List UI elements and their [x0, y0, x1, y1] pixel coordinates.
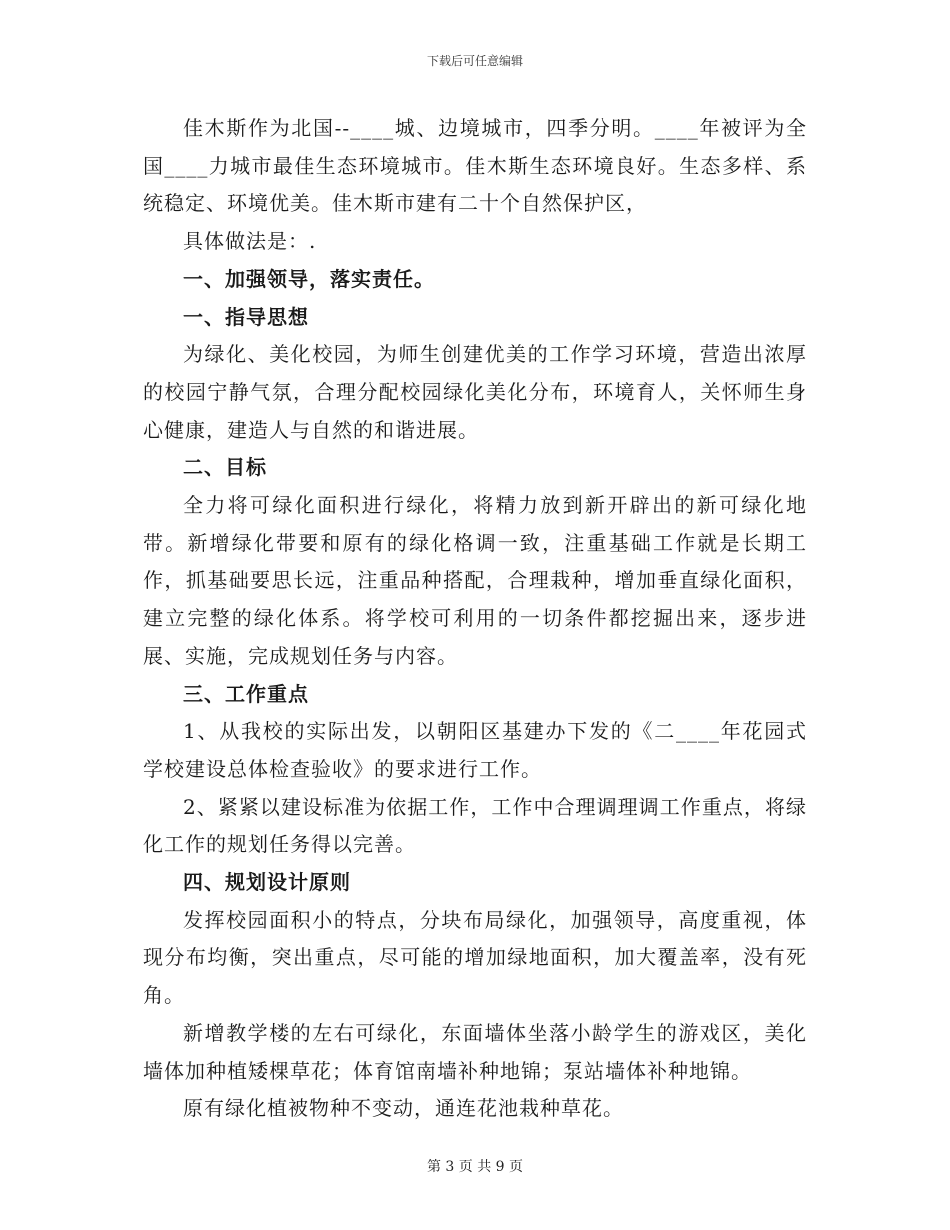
section-heading: 四、规划设计原则	[183, 870, 351, 895]
page-header: 下载后可任意编辑	[426, 54, 523, 68]
document-body	[143, 110, 807, 1128]
paragraph: 新增教学楼的左右可绿化，东面墙体坐落小龄学生的游戏区，美化墙体加种植矮棵草花；体育馆南墙补种地锦；泵站墙体补种地锦。	[143, 1020, 807, 1083]
paragraph: 为绿化、美化校园，为师生创建优美的工作学习环境，营造出浓厚的校园宁静气氛，合理分配校园绿化美化分布，环境育人，关怀师生身心健康，建造人与自然的和谐进展。	[143, 342, 807, 442]
paragraph: 全力将可绿化面积进行绿化，将精力放到新开辟出的新可绿化地带。新增绿化带要和原有的绿化格调一致，注重基础工作就是长期工作，抓基础要思长远，注重品种搭配，合理栽种，增加垂直绿化面积，建立完整的绿化体系。将学校可利用的一切条件都挖掘出来，逐步进展、实施，完成规划任务与内容。	[143, 493, 807, 668]
paragraph: 具体做法是：.	[183, 229, 317, 254]
paragraph: 发挥校园面积小的特点，分块布局绿化，加强领导，高度重视，体现分布均衡，突出重点，尽可能的增加绿地面积，加大覆盖率，没有死角。	[143, 907, 807, 1008]
page-footer: 第 3 页 共 9 页	[426, 1159, 524, 1175]
section-heading: 二、目标	[183, 455, 267, 480]
section-heading: 三、工作重点	[183, 681, 309, 706]
paragraph: 佳木斯作为北国--____城、边境城市，四季分明。____年被评为全国____力城市最佳生态环境城市。佳木斯生态环境良好。生态多样、系统稳定、环境优美。佳木斯市建有二十个自然保护区，	[143, 116, 807, 216]
section-heading: 一、加强领导，落实责任。	[183, 266, 435, 291]
section-heading: 一、指导思想	[183, 304, 309, 329]
paragraph: 2、紧紧以建设标准为依据工作，工作中合理调理调工作重点，将绿化工作的规划任务得以完善。	[143, 794, 807, 857]
paragraph: 原有绿化植被物种不变动，通连花池栽种草花。	[183, 1096, 624, 1121]
paragraph: 1、从我校的实际出发，以朝阳区基建办下发的《二____年花园式学校建设总体检查验收》的要求进行工作。	[143, 719, 807, 781]
